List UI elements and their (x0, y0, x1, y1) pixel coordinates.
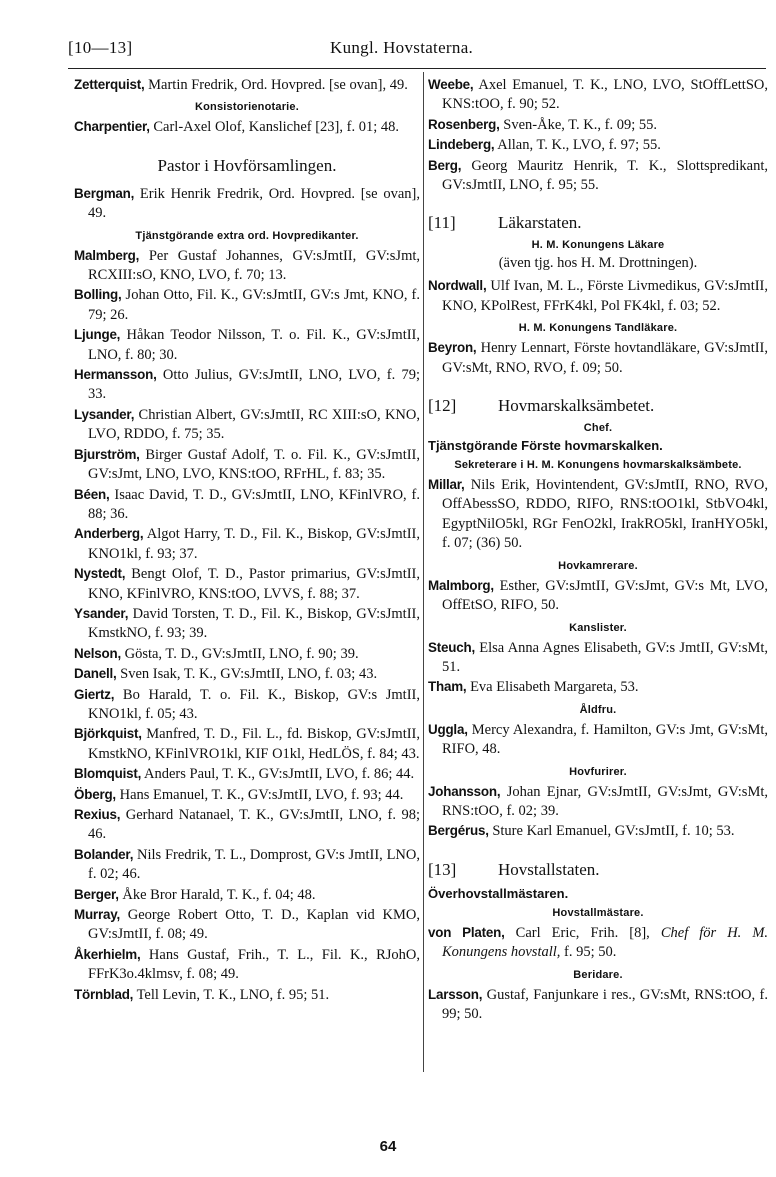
entry-surname: Rosenberg, (428, 116, 500, 132)
list-item (74, 524, 420, 564)
page-range-header: [10—13] (68, 38, 133, 57)
entry-surname: Bjurström, (74, 446, 140, 462)
entry-details: Gösta, T. D., GV:sJmtII, LNO, f. 90; 39. (124, 645, 359, 662)
entry-details: Sven-Åke, T. K., f. 09; 55. (503, 116, 658, 133)
entry-bergman: Bergman, Erik Henrik Fredrik, Ord. Hovpred. [se ovan], 49. (74, 185, 421, 222)
entry-uggla: Uggla, Mercy Alexandra, f. Hamilton, GV:s Jmt, GV:sMt, RIFO, 48. (428, 721, 768, 758)
list-item (74, 985, 420, 1005)
top-entries-list (428, 75, 768, 195)
entry-surname: Danell, (74, 666, 117, 682)
entry-surname: Hermansson, (74, 367, 157, 383)
heading-tjanstgorande: Tjänstgörande extra ord. Hovpredikanter. (135, 229, 359, 242)
running-title: Kungl. Hovstaterna. (330, 38, 474, 57)
list-item (428, 115, 768, 135)
list-item (428, 75, 768, 115)
list-item (74, 764, 420, 784)
entry-details: David Torsten, T. D., Fil. K., Biskop, GV:sJmtII, KmstkNO, f. 93; 39. (88, 605, 420, 642)
entry-surname: Berger, (74, 886, 119, 902)
list-item (74, 905, 420, 945)
entry-details: Hans Gustaf, Frih., T. L., Fil. K., RJohO, FFrK3o.4klmsv, f. 08; 49. (88, 946, 420, 983)
heading-kanslister: Kanslister. (569, 621, 627, 634)
entry-charpentier: Charpentier, Carl-Axel Olof, Kanslichef [23], f. 01; 48. (74, 119, 399, 136)
section-hovstallstaten: [13] Hovstallstaten. (428, 859, 600, 879)
entry-von-platen: von Platen, Carl Eric, Frih. [8], Chef för H. M. Konungens hovstall, f. 95; 50. (428, 924, 769, 961)
heading-chef: Chef. (583, 422, 613, 435)
entry-details: Axel Emanuel, T. K., LNO, LVO, StOffLettSO, KNS:tOO, f. 90; 52. (442, 77, 768, 113)
heading-lakare: H. M. Konungens Läkare (531, 239, 665, 252)
entry-zetterquist: Zetterquist, Martin Fredrik, Ord. Hovpred. [se ovan], 49. (74, 77, 408, 93)
list-item (74, 485, 420, 525)
list-item (74, 724, 420, 764)
entry-surname: Murray, (74, 907, 120, 923)
entry-details: Georg Mauritz Henrik, T. K., Slottspredikant, GV:sJmtII, LNO, f. 95; 55. (442, 157, 768, 194)
list-item (74, 405, 420, 445)
heading-hovstallmastare: Hovstallmästare. (552, 906, 644, 919)
entry-surname: Bolling, (74, 287, 122, 303)
entry-surname: Nelson, (74, 645, 121, 661)
entry-details: George Robert Otto, T. D., Kaplan vid KMO, GV:sJmtII, f. 08; 49. (88, 907, 420, 943)
heading-aldfru: Åldfru. (579, 703, 617, 716)
entry-surname: Malmberg, (74, 247, 140, 263)
entry-details: Tell Levin, T. K., LNO, f. 95; 51. (136, 986, 330, 1003)
list-item (74, 365, 420, 405)
list-item (74, 664, 420, 684)
entry-surname: Lysander, (74, 406, 135, 422)
list-item (74, 845, 420, 885)
heading-tandlakare: H. M. Konungens Tandläkare. (518, 322, 678, 335)
entry-surname: Anderberg, (74, 526, 144, 542)
entry-details: Håkan Teodor Nilsson, T. o. Fil. K., GV:sJmtII, LNO, f. 80; 30. (88, 327, 421, 363)
entry-details: Allan, T. K., LVO, f. 97; 55. (497, 137, 661, 154)
entry-surname: Béen, (74, 486, 110, 502)
section-hovmarskalk: [12] Hovmarskalksämbetet. (428, 396, 655, 416)
entry-details: Birger Gustaf Adolf, T. o. Fil. K., GV:sJmtII, GV:sJmt, LNO, LVO, KNS:tOO, RFrHL, f. 83; 35. (88, 446, 420, 483)
entry-details: Isaac David, T. D., GV:sJmtII, LNO, KFinlVRO, f. 88; 36. (88, 486, 421, 522)
list-item (428, 135, 768, 155)
list-item (74, 785, 420, 805)
entry-surname: Nystedt, (74, 566, 126, 582)
entry-details: Bo Harald, T. o. Fil. K., Biskop, GV:s JmtII, KNO1kl, f. 05; 43. (88, 686, 420, 722)
header-rule (68, 68, 766, 69)
heading-konsistorienotarie: Konsistorienotarie. (194, 101, 300, 114)
entry-surname: Weebe, (428, 77, 474, 92)
entry-details: Per Gustaf Johannes, GV:sJmtII, GV:sJmt, RCXIII:sO, KNO, LVO, f. 70; 13. (88, 247, 421, 284)
list-item (74, 604, 420, 644)
entry-surname: Öberg, (74, 786, 116, 802)
entry-surname: Björkquist, (74, 726, 142, 742)
entry-surname: Berg, (428, 157, 462, 173)
entry-surname: Blomquist, (74, 766, 142, 782)
entry-details: Bengt Olof, T. D., Pastor primarius, GV:sJmtII, KNO, KFinlVRO, KNS:tOO, LVVS, f. 88; 37. (88, 566, 421, 602)
heading-hovfurirer: Hovfurirer. (569, 765, 627, 778)
right-column (428, 75, 768, 1024)
entry-details: Johan Otto, Fil. K., GV:sJmtII, GV:s Jmt, KNO, f. 79; 26. (88, 287, 420, 323)
entry-nordwall: Nordwall, Ulf Ivan, M. L., Förste Livmedikus, GV:sJmtII, KNO, KPolRest, FFrK4kl, Pol FK4kl, f. 03; 52. (428, 278, 769, 314)
entry-steuch: Steuch, Elsa Anna Agnes Elisabeth, GV:s JmtII, GV:sMt, 51. (428, 639, 769, 675)
entry-malmborg: Malmborg, Esther, GV:sJmtII, GV:sJmt, GV:s Mt, LVO, OffEtSO, RIFO, 50. (428, 577, 768, 614)
list-item (74, 246, 420, 286)
entry-details: Manfred, T. D., Fil. L., fd. Biskop, GV:sJmtII, KmstkNO, KFinlVRO1kl, KIF O1kl, HedLÖS, f. 84; 43. (88, 726, 421, 762)
list-item (74, 325, 420, 365)
lead-overhovstallmastaren: Överhovstallmästaren. (428, 885, 569, 901)
entry-surname: Åkerhielm, (74, 946, 141, 962)
entry-surname: Ljunge, (74, 327, 121, 343)
entry-surname: Ysander, (74, 605, 129, 621)
entry-details: Hans Emanuel, T. K., GV:sJmtII, LVO, f. 93; 44. (119, 786, 404, 803)
entry-millar: Millar, Nils Erik, Hovintendent, GV:sJmtII, RNO, RVO, OffAbessSO, RDDO, RIFO, RNS:tOO1kl, StbVO4kl, EgyptNilO5kl, RGr FenO2kl, IrakRO5kl, IranHYO5kl, f. 07; (36) 50. (428, 477, 768, 552)
entry-details: Christian Albert, GV:sJmtII, RC XIII:sO, KNO, LVO, RDDO, f. 75; 35. (88, 406, 420, 443)
entry-tham: Tham, Eva Elisabeth Margareta, 53. (428, 679, 639, 696)
list-item (74, 805, 420, 845)
entry-larsson: Larsson, Gustaf, Fanjunkare i res., GV:sMt, RNS:tOO, f. 99; 50. (428, 986, 768, 1022)
list-item (74, 285, 420, 325)
entry-details: Otto Julius, GV:sJmtII, LNO, LVO, f. 79; 33. (88, 367, 420, 403)
entry-johansson: Johansson, Johan Ejnar, GV:sJmtII, GV:sJmt, GV:sMt, RNS:tOO, f. 02; 39. (428, 783, 768, 819)
hovpredikanter-list (74, 246, 420, 1005)
entry-details: Nils Fredrik, T. L., Domprost, GV:s JmtII, LNO, f. 02; 46. (88, 846, 420, 883)
heading-beridare: Beridare. (573, 968, 623, 981)
entry-details: Algot Harry, T. D., Fil. K., Biskop, GV:sJmtII, KNO1kl, f. 93; 37. (88, 526, 420, 562)
list-item (74, 685, 420, 725)
section-pastor: Pastor i Hovförsamlingen. (157, 155, 337, 175)
list-item (428, 156, 768, 196)
entry-surname: Rexius, (74, 807, 121, 822)
lead-forste-hovmarskalk: Tjänstgörande Förste hovmarskalken. (428, 438, 663, 454)
entry-details: Gerhard Natanael, T. K., GV:sJmtII, LNO, f. 98; 46. (88, 807, 420, 843)
entry-surname: Bolander, (74, 846, 134, 862)
entry-surname: Lindeberg, (428, 137, 495, 153)
page-number: 64 (379, 1138, 397, 1155)
entry-bergerus: Bergérus, Sture Karl Emanuel, GV:sJmtII, f. 10; 53. (428, 823, 735, 840)
entry-details: Anders Paul, T. K., GV:sJmtII, LVO, f. 86; 44. (144, 766, 415, 783)
entry-details: Sven Isak, T. K., GV:sJmtII, LNO, f. 03; 43. (120, 666, 378, 683)
entry-beyron: Beyron, Henry Lennart, Förste hovtandläkare, GV:sJmtII, GV:sMt, RNO, RVO, f. 09; 50. (428, 340, 768, 376)
entry-details: Åke Bror Harald, T. K., f. 04; 48. (122, 886, 316, 903)
column-divider (423, 72, 424, 1072)
list-item (74, 445, 420, 485)
section-lakarstaten: [11] Läkarstaten. (428, 213, 582, 233)
entry-surname: Törnblad, (74, 986, 134, 1002)
left-column (74, 75, 420, 1005)
list-item (74, 564, 420, 604)
list-item (74, 885, 420, 905)
list-item (74, 945, 420, 985)
entry-surname: Giertz, (74, 686, 115, 702)
list-item (74, 644, 420, 664)
heading-hovkamrerare: Hovkamrerare. (558, 559, 638, 572)
heading-sekreterare: Sekreterare i H. M. Konungens hovmarskalksämbete. (454, 459, 742, 472)
note-lakare: (även tjg. hos H. M. Drottningen). (498, 255, 698, 272)
